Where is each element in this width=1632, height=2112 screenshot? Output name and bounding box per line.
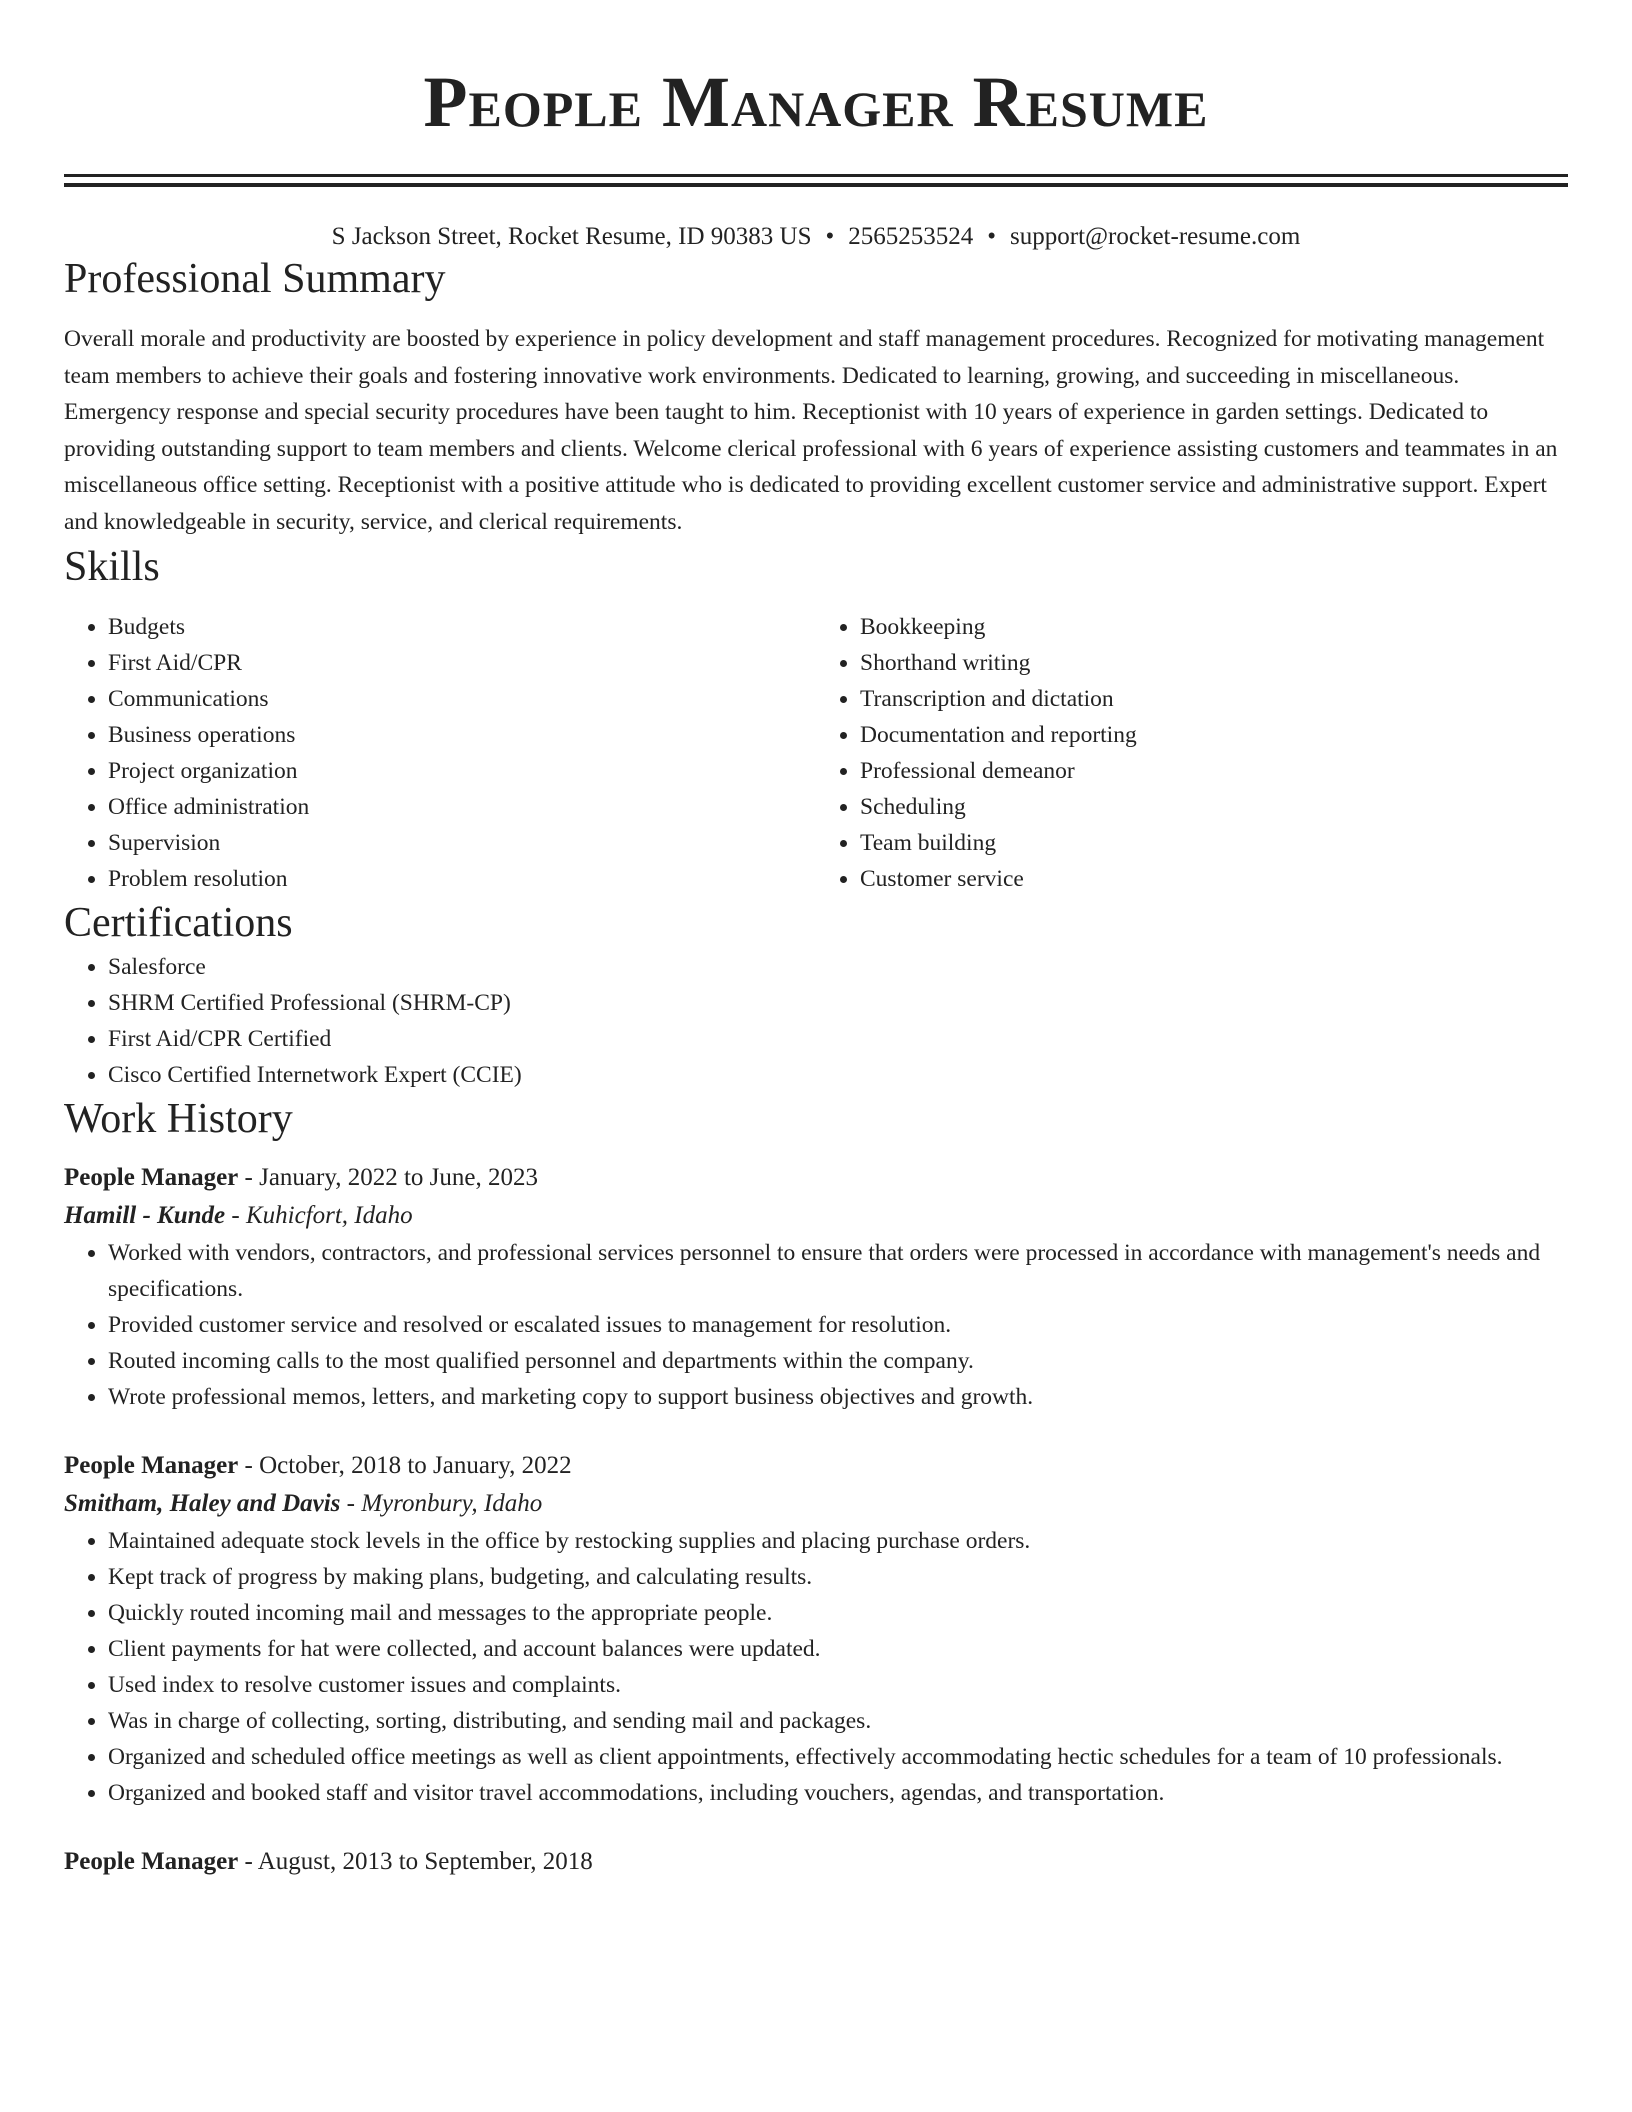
skills-heading: Skills <box>64 543 160 590</box>
job-title: People Manager <box>64 1847 239 1875</box>
skill-item: • Bookkeeping <box>860 609 1568 645</box>
job-bullet: • Kept track of progress by making plans, budgeting, and calculating results. <box>108 1559 1568 1595</box>
job-bullet: • Quickly routed incoming mail and messages to the appropriate people. <box>108 1595 1568 1631</box>
contact-phone: 2565253524 <box>848 223 974 250</box>
job-bullet: • Provided customer service and resolved or escalated issues to management for resolution. <box>108 1307 1568 1343</box>
job-location: - Myronbury, Idaho <box>340 1489 543 1517</box>
job-dates: - October, 2018 to January, 2022 <box>238 1451 572 1479</box>
job-bullet: • Wrote professional memos, letters, and marketing copy to support business objectives and growth. <box>108 1379 1568 1415</box>
job-company: Hamill - Kunde <box>64 1201 226 1229</box>
skill-item: • Customer service <box>860 861 1568 897</box>
job-bullet-list <box>64 1235 1568 1415</box>
skill-item: • Communications <box>108 681 816 717</box>
job-location: - Kuhicfort, Idaho <box>225 1201 413 1229</box>
job-bullet: • Organized and scheduled office meetings as well as client appointments, effectively accommodating hectic schedules for a team of 10 professionals. <box>108 1739 1568 1775</box>
job-bullet: • Was in charge of collecting, sorting, distributing, and sending mail and packages. <box>108 1703 1568 1739</box>
skill-item: • Supervision <box>108 825 816 861</box>
skill-item: • Project organization <box>108 753 816 789</box>
job-company: Smitham, Haley and Davis <box>64 1489 341 1517</box>
certifications-heading: Certifications <box>64 899 293 946</box>
skills-list-left <box>64 609 816 897</box>
summary-text: Overall morale and productivity are boosted by experience in policy development and staff management procedures. Recognized for motivating management team members to achieve their goals and fostering innovative work environments. Dedicated to learning, growing, and succeeding in miscellaneous. Emergency response and special security procedures have been taught to him. Receptionist with 10 years of experience in garden settings. Dedicated to providing outstanding support to team members and clients. Welcome clerical professional with 6 years of experience assisting customers and teammates in an miscellaneous office setting. Receptionist with a positive attitude who is dedicated to providing excellent customer service and administrative support. Expert and knowledgeable in security, service, and clerical requirements. <box>64 326 1558 535</box>
skill-item: • First Aid/CPR <box>108 645 816 681</box>
job-title: People Manager <box>64 1451 239 1479</box>
skill-item: • Shorthand writing <box>860 645 1568 681</box>
job-title: People Manager <box>64 1163 239 1191</box>
skills-list-right <box>816 609 1568 897</box>
skill-item: • Budgets <box>108 609 816 645</box>
job-entry <box>64 1159 1568 1415</box>
work-history-heading: Work History <box>64 1095 293 1142</box>
job-bullet: • Client payments for hat were collected, and account balances were updated. <box>108 1631 1568 1667</box>
summary-heading: Professional Summary <box>64 256 446 302</box>
certification-item: • SHRM Certified Professional (SHRM-CP) <box>108 985 1568 1021</box>
job-title-line <box>64 1447 1568 1485</box>
job-dates: - August, 2013 to September, 2018 <box>238 1847 593 1875</box>
contact-line <box>64 221 1568 253</box>
job-bullet: • Routed incoming calls to the most qualified personnel and departments within the company. <box>108 1343 1568 1379</box>
skill-item: • Team building <box>860 825 1568 861</box>
job-title-line <box>64 1159 1568 1197</box>
skill-item: • Scheduling <box>860 789 1568 825</box>
job-bullet: • Maintained adequate stock levels in the office by restocking supplies and placing purchase orders. <box>108 1523 1568 1559</box>
contact-address: S Jackson Street, Rocket Resume, ID 90383 US <box>331 223 812 250</box>
skills-column-left <box>64 609 816 897</box>
skill-item: • Business operations <box>108 717 816 753</box>
certification-item: • First Aid/CPR Certified <box>108 1021 1568 1057</box>
certifications-list <box>64 949 1568 1093</box>
job-entry <box>64 1843 1568 1881</box>
job-company-line <box>64 1485 1568 1523</box>
job-company-line <box>64 1197 1568 1235</box>
skill-item: • Problem resolution <box>108 861 816 897</box>
job-title-line <box>64 1843 1568 1881</box>
contact-separator: • <box>987 223 997 250</box>
job-entry <box>64 1447 1568 1811</box>
skill-item: • Documentation and reporting <box>860 717 1568 753</box>
job-bullet-list <box>64 1523 1568 1811</box>
job-bullet: • Organized and booked staff and visitor travel accommodations, including vouchers, agendas, and transportation. <box>108 1775 1568 1811</box>
resume-title: People Manager Resume <box>423 62 1209 142</box>
certification-item: • Salesforce <box>108 949 1568 985</box>
job-bullet: • Worked with vendors, contractors, and professional services personnel to ensure that orders were processed in accordance with management's needs and specifications. <box>108 1235 1568 1307</box>
skills-grid <box>64 609 1568 897</box>
skill-item: • Office administration <box>108 789 816 825</box>
contact-separator: • <box>825 223 835 250</box>
skill-item: • Transcription and dictation <box>860 681 1568 717</box>
job-dates: - January, 2022 to June, 2023 <box>238 1163 538 1191</box>
contact-email: support@rocket-resume.com <box>1010 223 1301 250</box>
skills-column-right <box>816 609 1568 897</box>
certification-item: • Cisco Certified Internetwork Expert (CCIE) <box>108 1057 1568 1093</box>
title-rule-top <box>64 174 1568 177</box>
title-rule-bottom <box>64 183 1568 187</box>
job-bullet: • Used index to resolve customer issues and complaints. <box>108 1667 1568 1703</box>
skill-item: • Professional demeanor <box>860 753 1568 789</box>
